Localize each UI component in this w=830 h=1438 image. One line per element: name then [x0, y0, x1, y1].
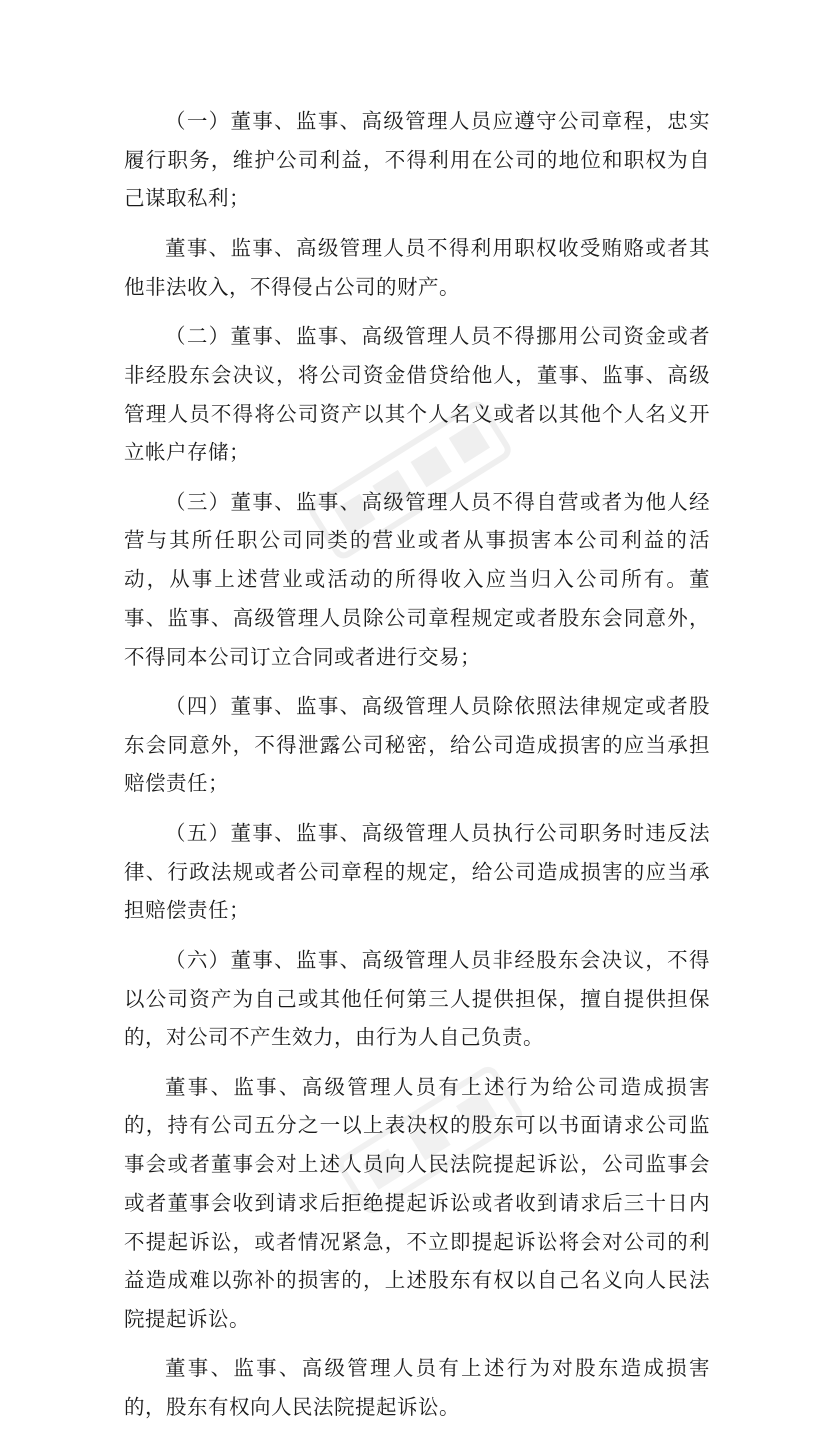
- paragraph-clause-4: （四）董事、监事、高级管理人员除依照法律规定或者股东会同意外，不得泄露公司秘密，给公司造成损害的应当承担赔偿责任；: [124, 694, 710, 796]
- paragraph-clause-5: （五）董事、监事、高级管理人员执行公司职务时违反法律、行政法规或者公司章程的规定，给公司造成损害的应当承担赔偿责任；: [124, 820, 710, 923]
- paragraph-company-lawsuit: 董事、监事、高级管理人员有上述行为给公司造成损害的，持有公司五分之一以上表决权的股东可以书面请求公司监事会或者董事会对上述人员向人民法院提起诉讼，公司监事会或者董事会收到请求后拒绝提起诉讼或者收到请求后三十日内不提起诉讼，或者情况紧急，不立即提起诉讼将会对公司的利益造成难以弥补的损害的，上述股东有权以自己名义向人民法院提起诉讼。: [124, 1074, 710, 1331]
- paragraph-clause-6: （六）董事、监事、高级管理人员非经股东会决议，不得以公司资产为自己或其他任何第三人提供担保，擅自提供担保的，对公司不产生效力，由行为人自己负责。: [124, 947, 710, 1050]
- paragraph-shareholder-lawsuit: 董事、监事、高级管理人员有上述行为对股东造成损害的，股东有权向人民法院提起诉讼。: [124, 1356, 710, 1420]
- document-body: [124, 102, 710, 1438]
- paragraph-clause-2: （二）董事、监事、高级管理人员不得挪用公司资金或者非经股东会决议，将公司资金借贷给他人，董事、监事、高级管理人员不得将公司资产以其个人名义或者以其他个人名义开立帐户存储；: [124, 324, 710, 465]
- paragraph-clause-1-detail: 董事、监事、高级管理人员不得利用职权收受贿赂或者其他非法收入，不得侵占公司的财产。: [124, 235, 710, 299]
- paragraph-clause-1: （一）董事、监事、高级管理人员应遵守公司章程，忠实履行职务，维护公司利益，不得利用在公司的地位和职权为自己谋取私利；: [124, 109, 710, 211]
- paragraph-clause-3: （三）董事、监事、高级管理人员不得自营或者为他人经营与其所任职公司同类的营业或者从事损害本公司利益的活动，从事上述营业或活动的所得收入应当归入公司所有。董事、监事、高级管理人员除公司章程规定或者股东会同意外，不得同本公司订立合同或者进行交易；: [124, 489, 710, 669]
